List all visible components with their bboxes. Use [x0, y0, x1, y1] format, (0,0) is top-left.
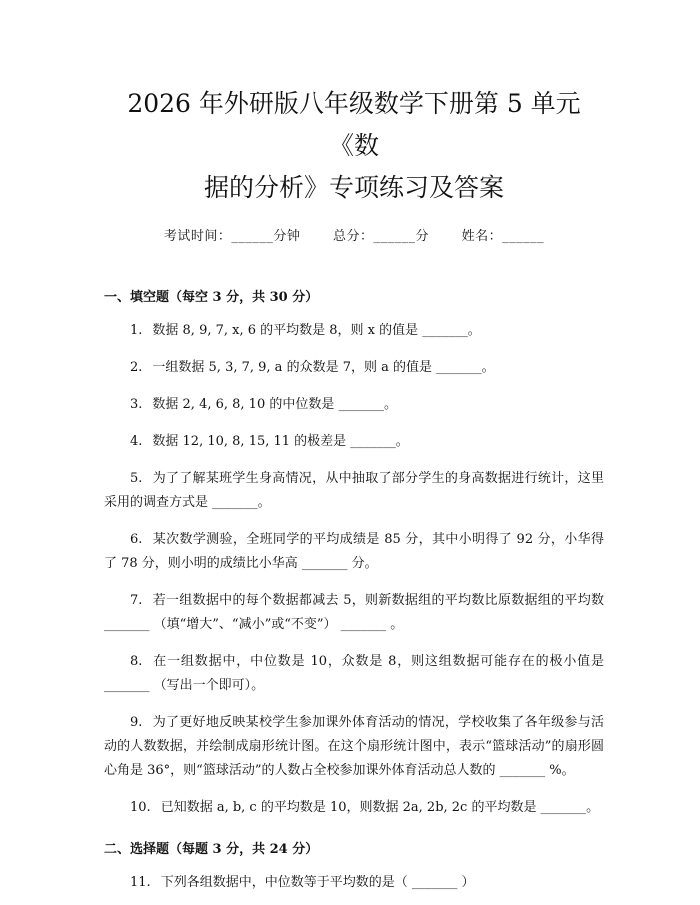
exam-time-field: 考试时间：______分钟 [163, 229, 301, 244]
question-3 [104, 393, 604, 417]
section-heading-multiple-choice: 二、选择题（每题 3 分，共 24 分） [104, 842, 319, 857]
question-4 [104, 430, 604, 454]
question-number: 9. [130, 715, 143, 730]
question-number: 10. [130, 800, 151, 815]
question-number: 1. [130, 323, 143, 338]
question-text: 数据 8, 9, 7, x, 6 的平均数是 8，则 x 的值是 _______。 [152, 323, 481, 338]
question-10 [104, 796, 604, 820]
question-text: 为了更好地反映某校学生参加课外体育活动的情况，学校收集了各年级参与活动的人数数据，并绘制成扇形统计图。在这个扇形统计图中，表示“篮球活动”的扇形圆心角是 36°，则“篮球活动”的人数占全校参加课外体育活动总人数的 _______ %。 [104, 715, 604, 778]
question-text: 已知数据 a, b, c 的平均数是 10，则数据 2a, 2b, 2c 的平均数是 _______。 [160, 800, 600, 815]
title-line-1: 2026 年外研版八年级数学下册第 5 单元《数 [127, 89, 581, 160]
question-text: 一组数据 5, 3, 7, 9, a 的众数是 7，则 a 的值是 _______。 [152, 360, 495, 375]
title-line-2: 据的分析》专项练习及答案 [203, 173, 504, 202]
question-9 [104, 711, 604, 783]
question-number: 8. [130, 654, 143, 669]
question-6 [104, 528, 604, 576]
question-number: 6. [130, 532, 143, 547]
total-score-field: 总分：______分 [332, 229, 429, 244]
question-number: 11. [130, 875, 151, 890]
question-7 [104, 589, 604, 637]
section-heading-fill-in: 一、填空题（每空 3 分，共 30 分） [104, 290, 319, 305]
question-1 [104, 319, 604, 343]
question-text: 若一组数据中的每个数据都减去 5，则新数据组的平均数比原数据组的平均数 _______ （填“增大”、“减小”或“不变”） _______ 。 [104, 593, 604, 632]
question-text: 某次数学测验，全班同学的平均成绩是 85 分，其中小明得了 92 分，小华得了 78 分，则小明的成绩比小华高 _______ 分。 [104, 532, 604, 571]
question-number: 5. [130, 471, 143, 486]
question-text: 为了了解某班学生身高情况，从中抽取了部分学生的身高数据进行统计，这里采用的调查方式是 _______。 [104, 471, 604, 510]
question-5 [104, 467, 604, 515]
name-field: 姓名：______ [461, 229, 545, 244]
question-number: 7. [130, 593, 143, 608]
question-11 [104, 871, 604, 895]
question-number: 3. [130, 397, 143, 412]
question-2 [104, 356, 604, 380]
question-number: 2. [130, 360, 143, 375]
question-text: 下列各组数据中，中位数等于平均数的是（ _______ ） [160, 875, 475, 890]
question-text: 数据 2, 4, 6, 8, 10 的中位数是 _______。 [152, 397, 397, 412]
question-8 [104, 650, 604, 698]
question-text: 数据 12, 10, 8, 15, 11 的极差是 _______。 [152, 434, 409, 449]
question-text: 在一组数据中，中位数是 10，众数是 8，则这组数据可能存在的极小值是 _______ （写出一个即可）。 [104, 654, 604, 693]
exam-meta [104, 225, 604, 244]
page-title [104, 0, 604, 209]
question-number: 4. [130, 434, 143, 449]
